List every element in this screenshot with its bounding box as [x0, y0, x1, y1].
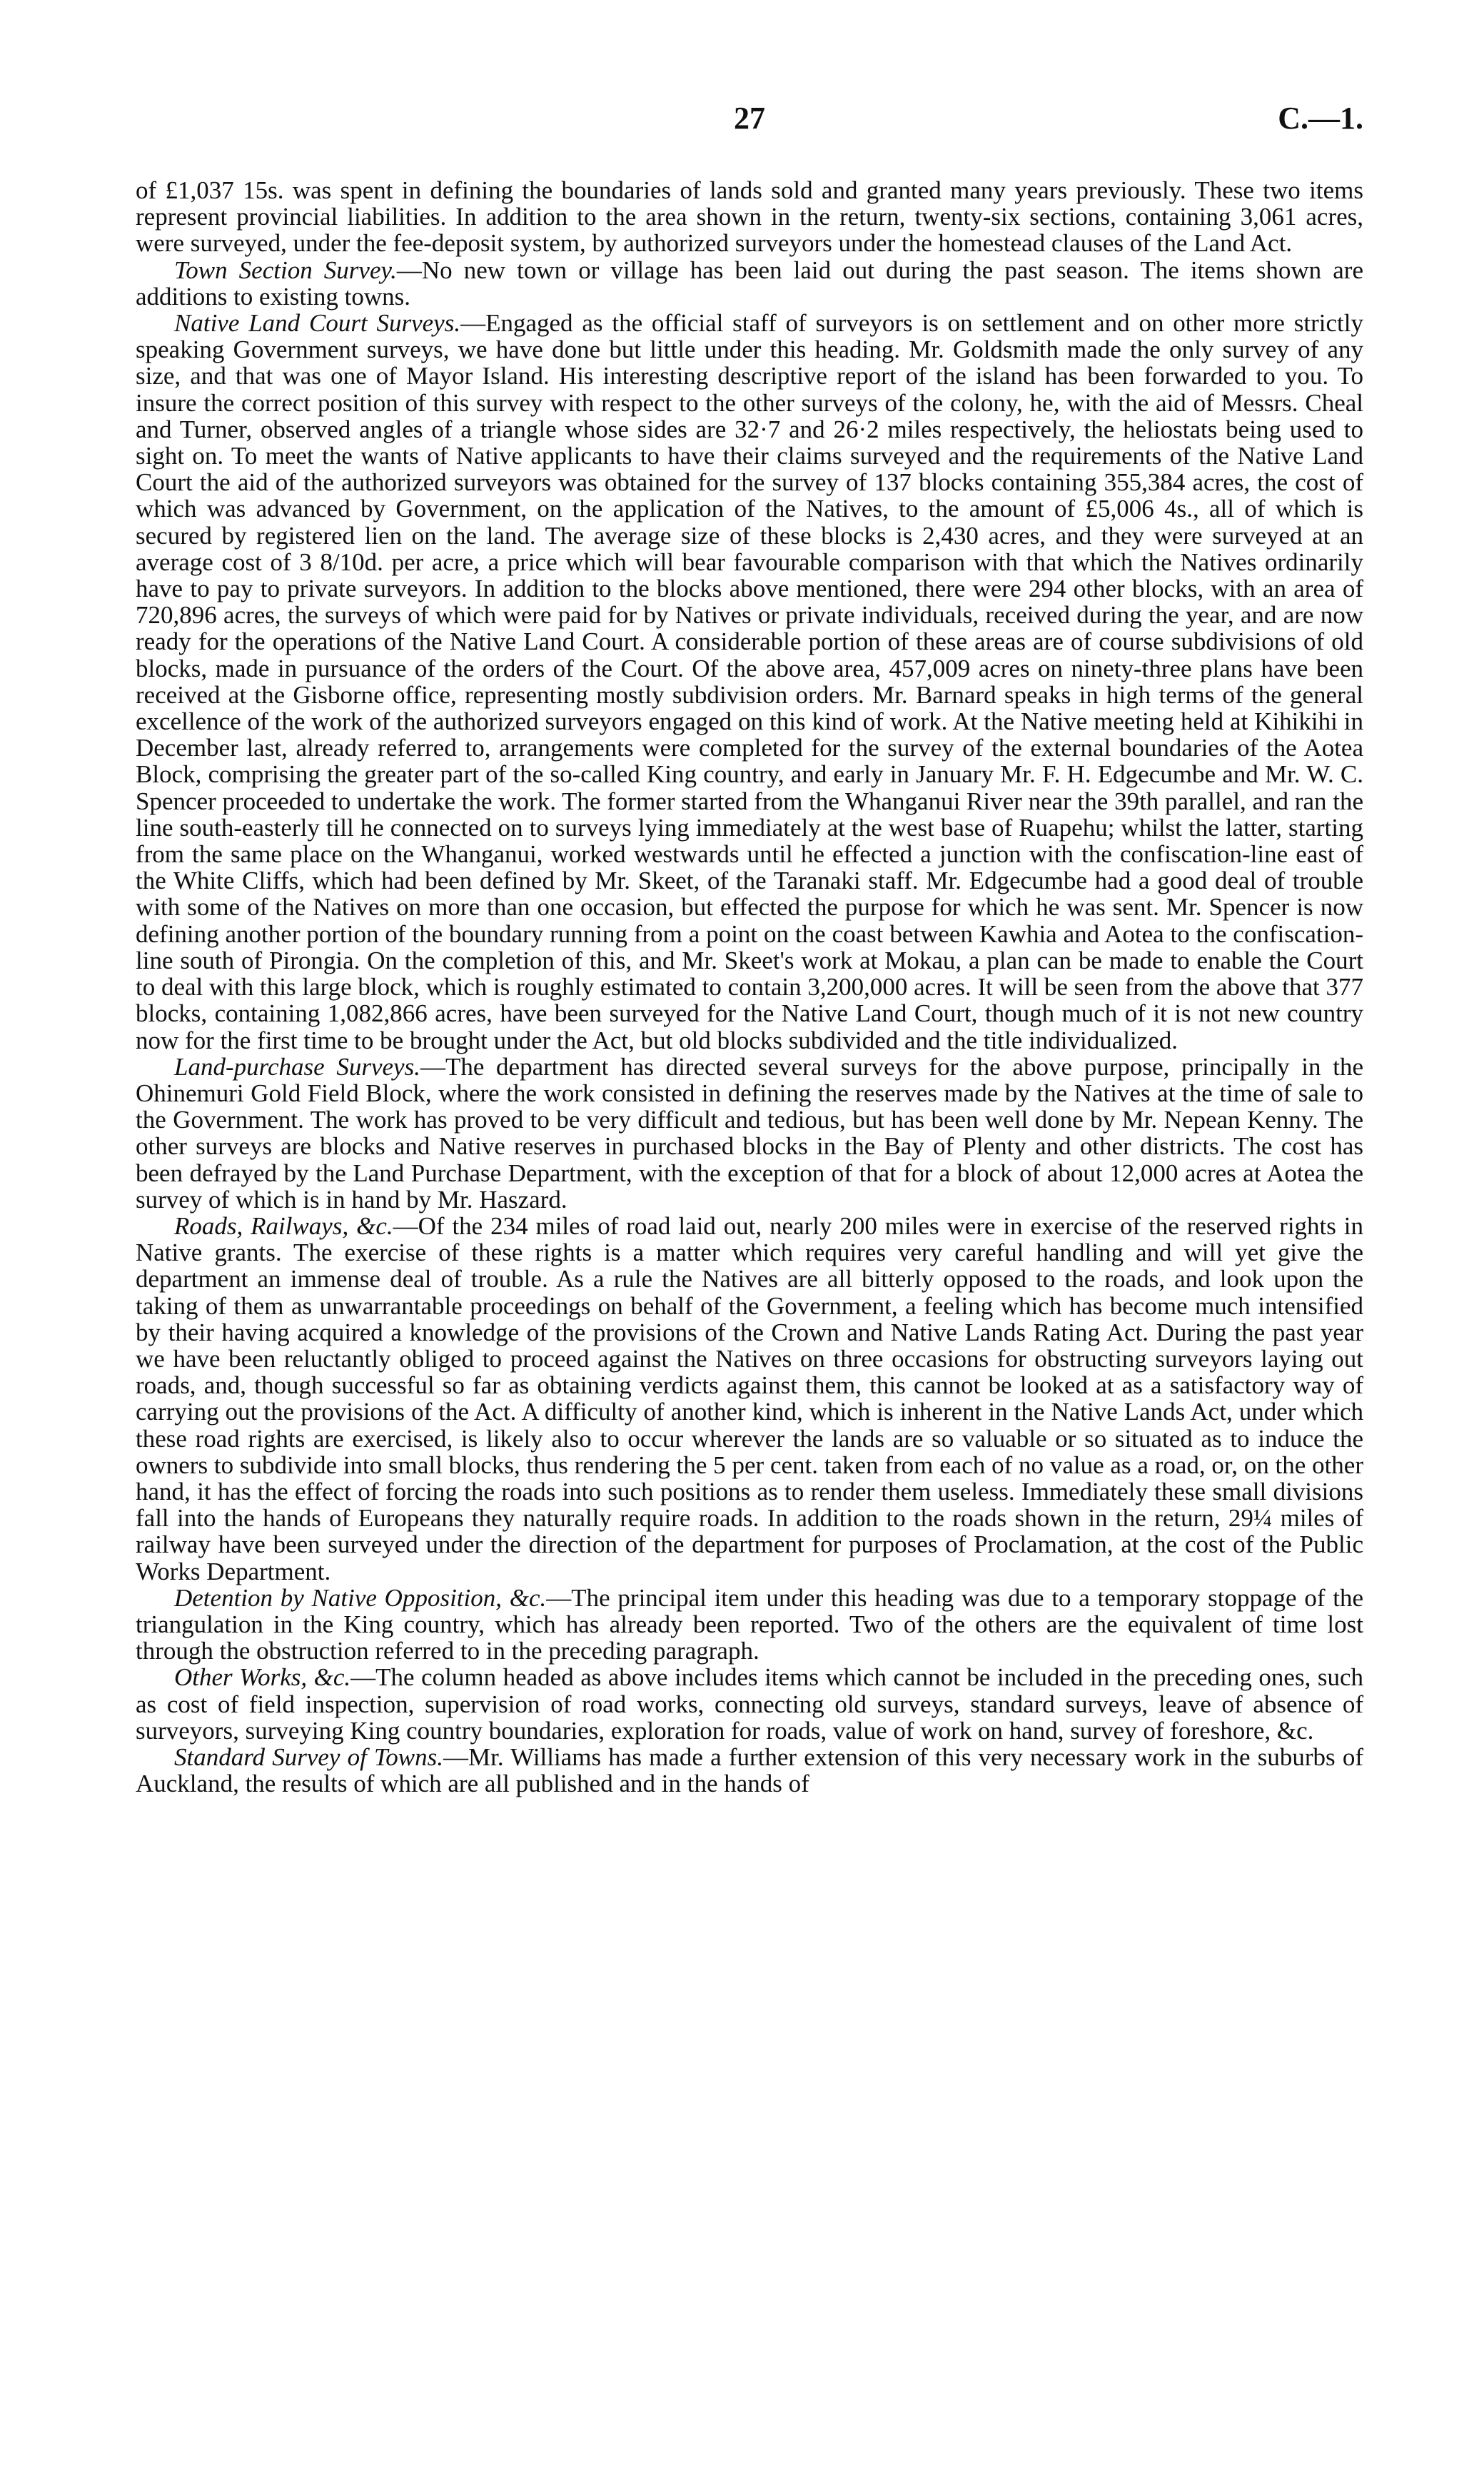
paragraph: [136, 1744, 1363, 1797]
paragraph-text: —Mr. Williams has made a further extension of this very necessary work in the suburbs of Auckland, the results of which are all published and in the hands of: [136, 1742, 1363, 1798]
section-heading: Roads, Railways, &c.: [174, 1211, 393, 1240]
document-reference: C.—1.: [1278, 101, 1363, 136]
paragraph: [136, 1585, 1363, 1665]
body-text: [136, 177, 1363, 1797]
paragraph-text: —The principal item under this heading was due to a temporary stoppage of the triangulation in the King country, which has already been reported. Two of the others are the equivalent of time lost through the obstruction referred to in the preceding paragraph.: [136, 1583, 1364, 1665]
paragraph: [136, 1664, 1363, 1744]
document-page: [136, 100, 1363, 1797]
paragraph: [136, 177, 1363, 257]
page-number: 27: [734, 101, 765, 136]
paragraph-text: of £1,037 15s. was spent in defining the boundaries of lands sold and granted many years previously. These two items represent provincial liabilities. In addition to the area shown in the return, twenty-six sections, containing 3,061 acres, were surveyed, under the fee-deposit system, by authorized surveyors under the homestead clauses of the Land Act.: [136, 176, 1363, 258]
paragraph-text: —The department has directed several surveys for the above purpose, principally in the Ohinemuri Gold Field Block, where the work consisted in defining the reserves made by the Natives at the time of sale to the Government. The work has proved to be very difficult and tedious, but has been well done by Mr. Nepean Kenny. The other surveys are blocks and Native reserves in purchased blocks in the Bay of Plenty and other districts. The cost has been defrayed by the Land Purchase Department, with the exception of that for a block of about 12,000 acres at Aotea the survey of which is in hand by Mr. Haszard.: [136, 1052, 1363, 1214]
section-heading: Land-purchase Surveys.: [174, 1052, 420, 1081]
paragraph: [136, 1054, 1363, 1213]
section-heading: Other Works, &c.: [174, 1663, 351, 1692]
section-heading: Detention by Native Opposition, &c.: [174, 1583, 547, 1612]
paragraph-text: —The column headed as above includes items which cannot be included in the preceding ones, such as cost of field inspection, supervision of road works, connecting old surveys, standard surveys, leave of absence of surveyors, surveying King country boundaries, exploration for roads, value of work on hand, survey of foreshore, &c.: [136, 1663, 1363, 1745]
paragraph-text: —Engaged as the official staff of surveyors is on settlement and on other more strictly speaking Government surveys, we have done but little under this heading. Mr. Goldsmith made the only survey of any size, and that was one of Mayor Island. His interesting descriptive report of the island has been forwarded to you. To insure the correct position of this survey with respect to the other surveys of the colony, he, with the aid of Messrs. Cheal and Turner, observed angles of a triangle whose sides are 32·7 and 26·2 miles respectively, the heliostats being used to sight on. To meet the wants of Native applicants to have their claims surveyed and the requirements of the Native Land Court the aid of the authorized surveyors was obtained for the survey of 137 blocks containing 355,384 acres, the cost of which was advanced by Government, on the application of the Natives, to the amount of £5,006 4s., all of which is secured by registered lien on the land. The average size of these blocks is 2,430 acres, and they were surveyed at an average cost of 3 8/10d. per acre, a price which will bear favourable comparison with that which the Natives ordinarily have to pay to private surveyors. In addition to the blocks above mentioned, there were 294 other blocks, with an area of 720,896 acres, the surveys of which were paid for by Natives or private individuals, received during the year, and are now ready for the operations of the Native Land Court. A considerable portion of these areas are of course subdivisions of old blocks, made in pursuance of the orders of the Court. Of the above area, 457,009 acres on ninety-three plans have been received at the Gisborne office, representing mostly subdivision orders. Mr. Barnard speaks in high terms of the general excellence of the work of the authorized surveyors engaged on this kind of work. At the Native meeting held at Kihikihi in December last, already referred to, arrangements were completed for the survey of the external boundaries of the Aotea Block, comprising the greater part of the so-called King country, and early in January Mr. F. H. Edgecumbe and Mr. W. C. Spencer proceeded to undertake the work. The former started from the Whanganui River near the 39th parallel, and ran the line south-easterly till he connected on to surveys lying immediately at the west base of Ruapehu; whilst the latter, starting from the same place on the Whanganui, worked westwards until he effected a junction with the confiscation-line east of the White Cliffs, which had been defined by Mr. Skeet, of the Taranaki staff. Mr. Edgecumbe had a good deal of trouble with some of the Natives on more than one occasion, but effected the purpose for which he was sent. Mr. Spencer is now defining another portion of the boundary running from a point on the coast between Kawhia and Aotea to the confiscation-line south of Pirongia. On the completion of this, and Mr. Skeet's work at Mokau, a plan can be made to enable the Court to deal with this large block, which is roughly estimated to contain 3,200,000 acres. It will be seen from the above that 377 blocks, containing 1,082,866 acres, have been surveyed for the Native Land Court, though much of it is not new country now for the first time to be brought under the Act, but old blocks subdivided and the title individualized.: [136, 309, 1363, 1054]
paragraph: [136, 257, 1363, 310]
paragraph: [136, 1213, 1363, 1585]
paragraph: [136, 310, 1363, 1054]
page-header: [136, 100, 1363, 150]
section-heading: Native Land Court Surveys.: [174, 309, 461, 338]
paragraph-text: —Of the 234 miles of road laid out, nearly 200 miles were in exercise of the reserved rights in Native grants. The exercise of these rights is a matter which requires very careful handling and will yet give the department an immense deal of trouble. As a rule the Natives are all bitterly opposed to the roads, and look upon the taking of them as unwarrantable proceedings on behalf of the Government, a feeling which has become much intensified by their having acquired a knowledge of the provisions of the Crown and Native Lands Rating Act. During the past year we have been reluctantly obliged to proceed against the Natives on three occasions for obstructing surveyors laying out roads, and, though successful so far as obtaining verdicts against them, this cannot be looked at as a satisfactory way of carrying out the provisions of the Act. A difficulty of another kind, which is inherent in the Native Lands Act, under which these road rights are exercised, is likely also to occur wherever the lands are so valuable or so situated as to induce the owners to subdivide into small blocks, thus rendering the 5 per cent. taken from each of no value as a road, or, on the other hand, it has the effect of forcing the roads into such positions as to render them useless. Immediately these small divisions fall into the hands of Europeans they naturally require roads. In addition to the roads shown in the return, 29¼ miles of railway have been surveyed under the direction of the department for purposes of Proclamation, at the cost of the Public Works Department.: [136, 1211, 1363, 1585]
section-heading: Town Section Survey.: [174, 256, 397, 284]
section-heading: Standard Survey of Towns.: [174, 1742, 444, 1771]
paragraph-text: —No new town or village has been laid out during the past season. The items shown are additions to existing towns.: [136, 256, 1363, 311]
